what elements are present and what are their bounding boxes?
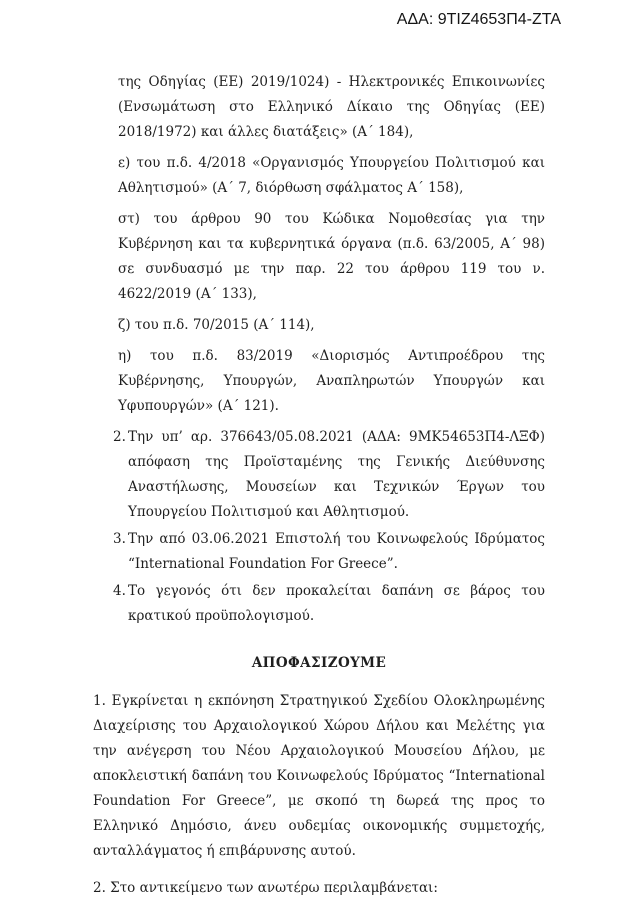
list-item-text: Την υπ’ αρ. 376643/05.08.2021 (ΑΔΑ: 9ΜΚ54653Π4-ΛΞΦ) απόφαση της Προϊσταμένης της Γενικής Διεύθυνσης Αναστήλωσης, Μουσείων και Τεχνικών Έργων του Υπουργείου Πολιτισμού και Αθλητισμού. [128, 429, 545, 520]
continuation-paragraph: της Οδηγίας (ΕΕ) 2019/1024) - Ηλεκτρονικές Επικοινωνίες (Ενσωμάτωση στο Ελληνικό Δίκαιο της Οδηγίας (ΕΕ) 2018/1972) και άλλες διατάξεις» (Α΄ 184), [118, 74, 545, 140]
decision-paragraph-2: 2. Στο αντικείμενο των ανωτέρω περιλαμβάνεται: [93, 880, 438, 896]
ada-code: ΑΔΑ: 9ΤΙΖ4653Π4-ΖΤΑ [396, 11, 561, 28]
list-item [113, 579, 545, 629]
list-item-number: 4. [113, 583, 126, 599]
list-item-text: Την από 03.06.2021 Επιστολή του Κοινωφελούς Ιδρύματος “International Foundation For Greece”. [128, 531, 545, 572]
legal-item-st: στ) του άρθρου 90 του Κώδικα Νομοθεσίας για την Κυβέρνηση και τα κυβερνητικά όργανα (π.δ. 63/2005, Α΄ 98) σε συνδυασμό με την παρ. 22 του άρθρου 119 του ν. 4622/2019 (Α΄ 133), [118, 211, 545, 302]
decision-section [93, 689, 545, 900]
numbered-considerations-list [113, 425, 545, 629]
list-item-number: 3. [113, 531, 126, 547]
document-body [93, 70, 545, 900]
list-item-number: 2. [113, 429, 126, 445]
list-item [113, 527, 545, 577]
list-item [113, 425, 545, 525]
legal-item-z: ζ) του π.δ. 70/2015 (Α΄ 114), [118, 317, 315, 333]
decision-paragraph-1: 1. Εγκρίνεται η εκπόνηση Στρατηγικού Σχεδίου Ολοκληρωμένης Διαχείρισης του Αρχαιολογικού Χώρου Δήλου και Μελέτης για την ανέγερση του Νέου Αρχαιολογικού Μουσείου Δήλου, με αποκλειστική δαπάνη του Κοινωφελούς Ιδρύματος “International Foundation For Greece”, με σκοπό τη δωρεά της προς το Ελληνικό Δημόσιο, άνευ ουδεμίας οικονομικής συμμετοχής, ανταλλάγματος ή επιβάρυνσης αυτού. [93, 693, 545, 859]
legal-item-h: η) του π.δ. 83/2019 «Διορισμός Αντιπροέδρου της Κυβέρνησης, Υπουργών, Αναπληρωτών Υπουργών και Υφυπουργών» (Α΄ 121). [118, 348, 545, 414]
legal-item-e: ε) του π.δ. 4/2018 «Οργανισμός Υπουργείου Πολιτισμού και Αθλητισμού» (Α΄ 7, διόρθωση σφάλματος Α΄ 158), [118, 155, 545, 196]
decision-heading: ΑΠΟΦΑΣΙΖΟΥΜΕ [251, 655, 387, 671]
list-item-text: Το γεγονός ότι δεν προκαλείται δαπάνη σε βάρος του κρατικού προϋπολογισμού. [128, 583, 545, 624]
legal-citations-block [118, 70, 545, 419]
